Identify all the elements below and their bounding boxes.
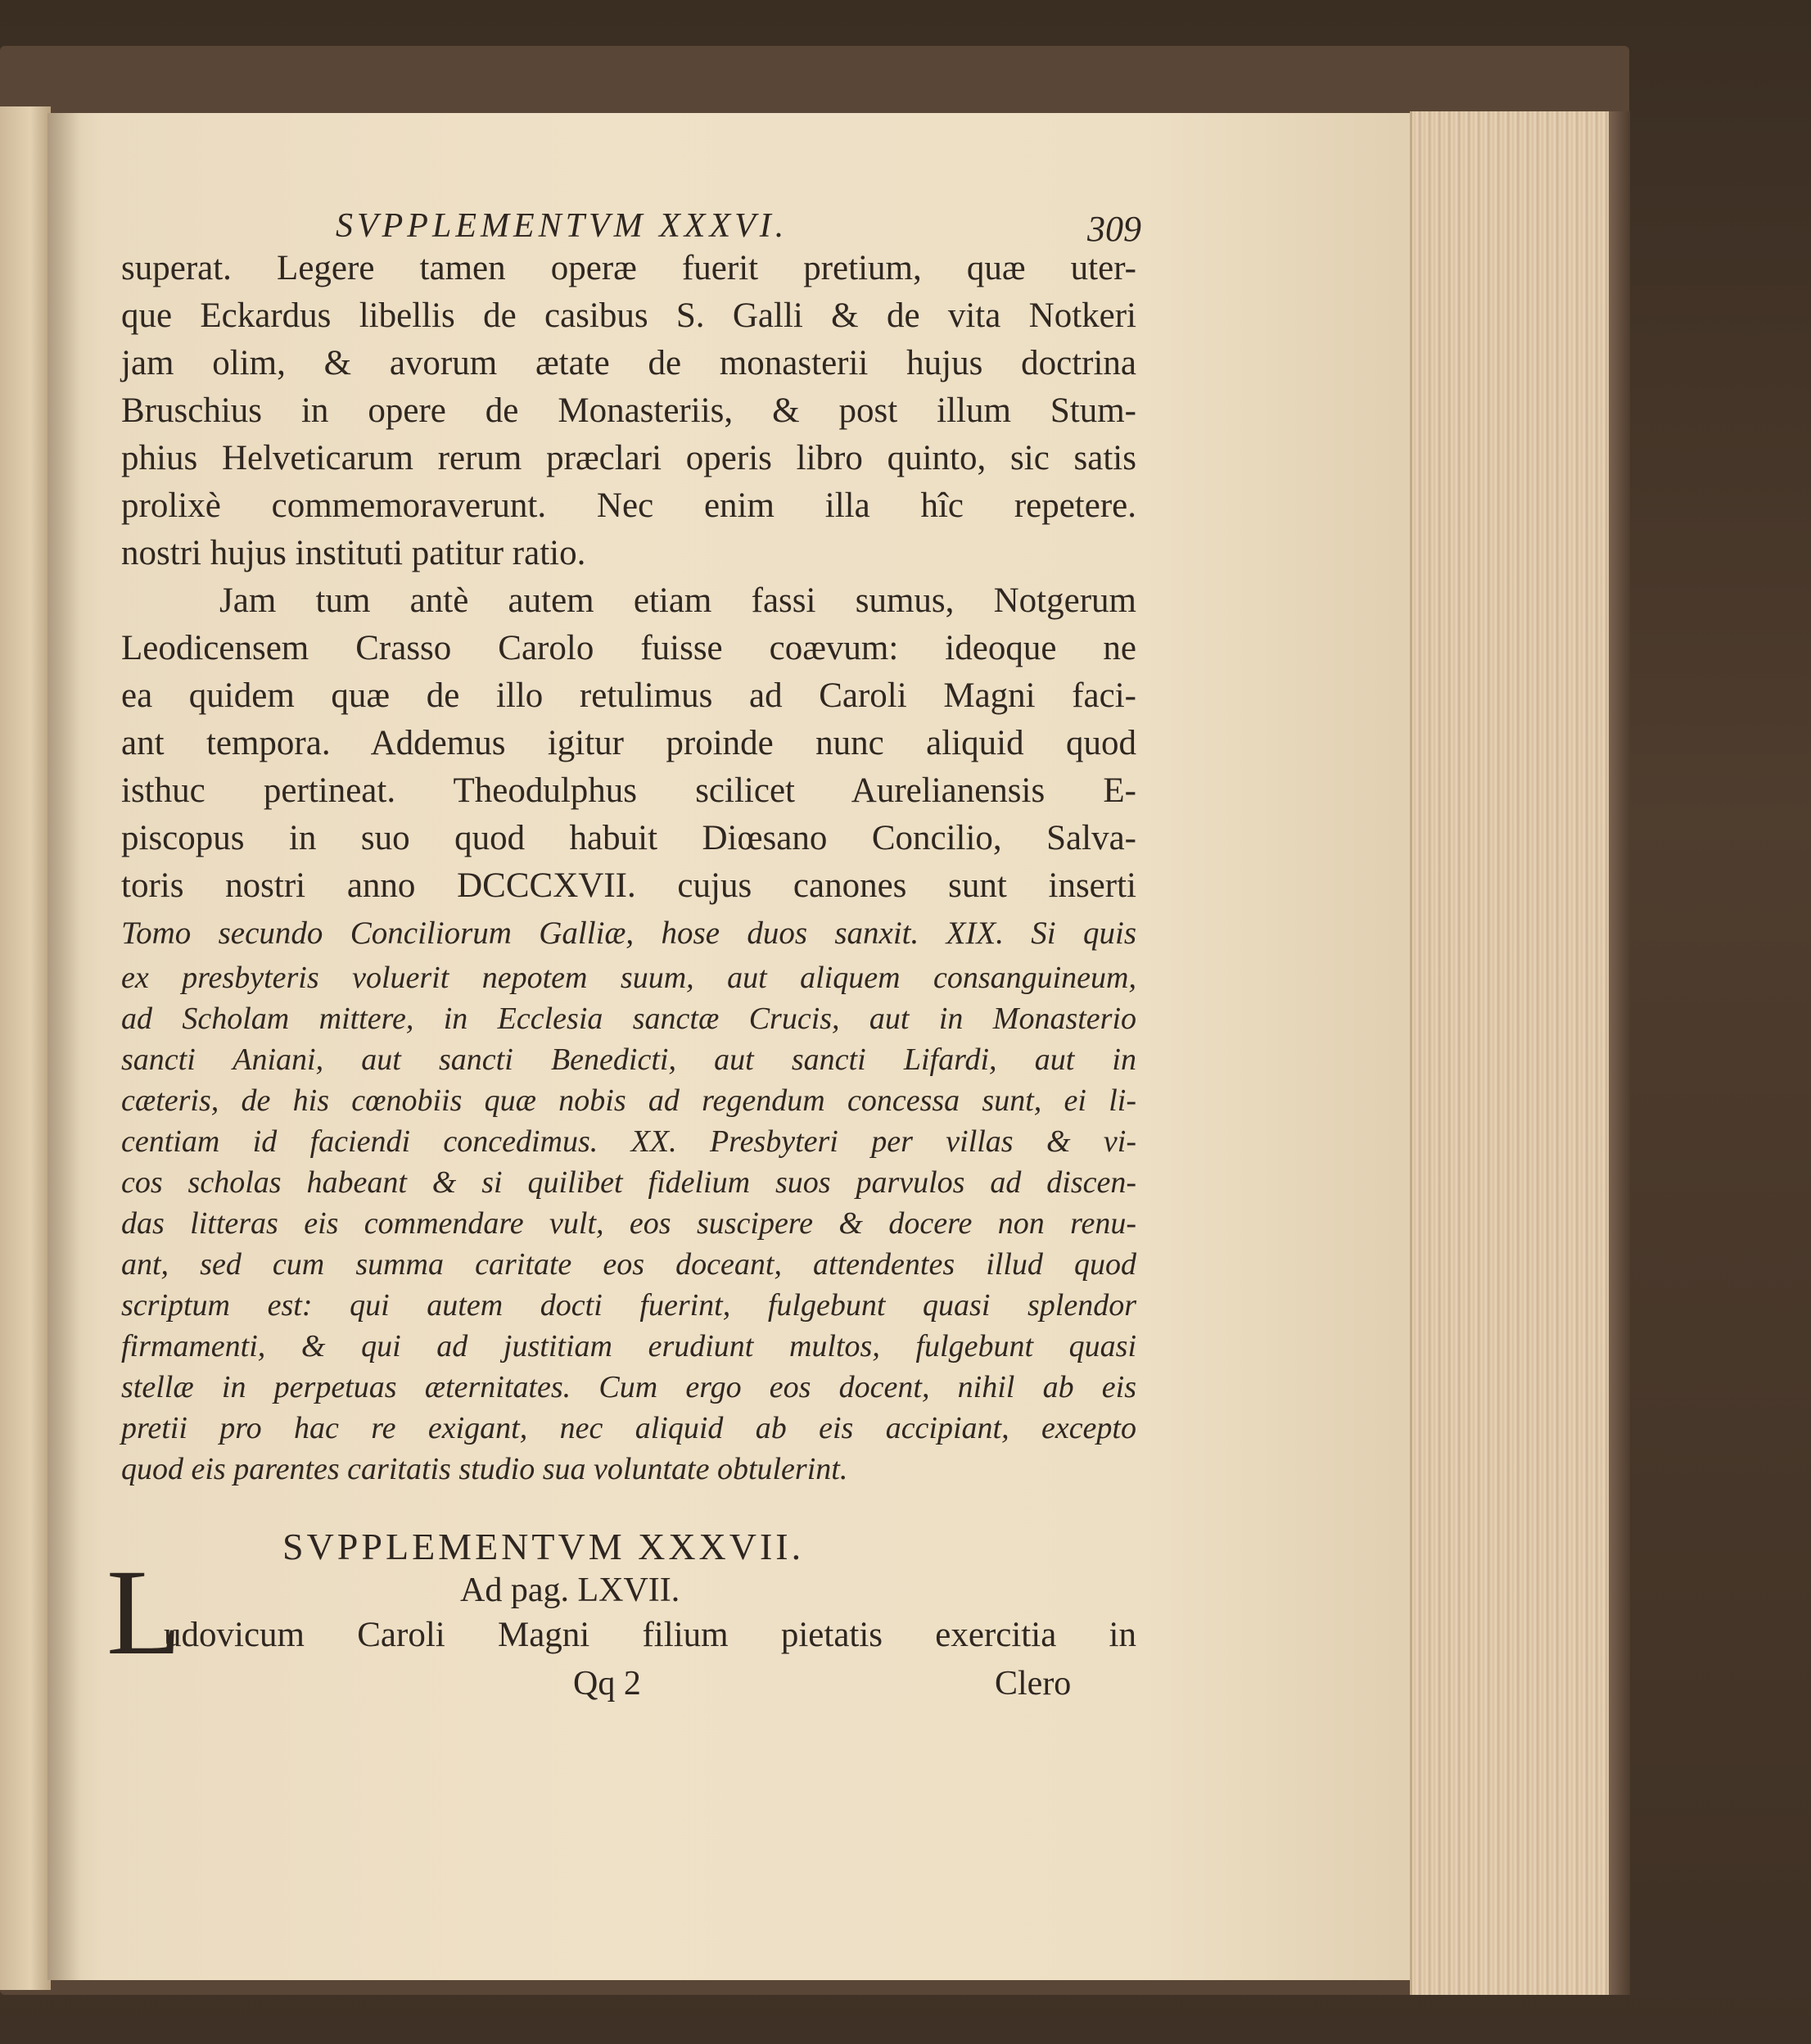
text-line-italic: cos scholas habeant & si quilibet fidelium suos parvulos ad discen- xyxy=(121,1165,1136,1200)
text-line: jam olim, & avorum ætate de monasterii hujus doctrina xyxy=(121,344,1136,382)
text-line-italic: firmamenti, & qui ad justitiam erudiunt multos, fulgebunt quasi xyxy=(121,1329,1136,1363)
text-line: Bruschius in opere de Monasteriis, & post illum Stum- xyxy=(121,391,1136,430)
text-line-italic: ex presbyteris voluerit nepotem suum, aut aliquem consanguineum, xyxy=(121,961,1136,995)
text-line-italic: quod eis parentes caritatis studio sua voluntate obtulerint. xyxy=(121,1452,848,1486)
text-line-italic: stellæ in perpetuas æternitates. Cum ergo eos docent, nihil ab eis xyxy=(121,1370,1136,1404)
text-line-italic: das litteras eis commendare vult, eos suscipere & docere non renu- xyxy=(121,1206,1136,1241)
page-edges xyxy=(1410,111,1609,1995)
text-line: prolixè commemoraverunt. Nec enim illa hîc repetere. xyxy=(121,486,1136,525)
text-line: ea quidem quæ de illo retulimus ad Caroli Magni faci- xyxy=(121,676,1136,715)
text-line-italic: ad Scholam mittere, in Ecclesia sanctæ Crucis, aut in Monasterio xyxy=(121,1002,1136,1036)
text-line-italic: centiam id faciendi concedimus. XX. Presbyteri per villas & vi- xyxy=(121,1124,1136,1159)
section-heading: SVPPLEMENTVM XXXVII. xyxy=(282,1526,805,1567)
gutter-shadow xyxy=(47,113,80,1980)
signature-mark: Qq 2 xyxy=(573,1665,641,1703)
page-number: 309 xyxy=(1087,209,1141,249)
text-line: nostri hujus instituti patitur ratio. xyxy=(121,534,586,572)
text-line: Leodicensem Crasso Carolo fuisse coævum: ideoque ne xyxy=(121,629,1136,667)
catchword: Clero xyxy=(995,1665,1072,1703)
text-line: toris nostri anno DCCCXVII. cujus canones sunt inserti xyxy=(121,866,1136,905)
text-line-italic: ant, sed cum summa caritate eos doceant, attendentes illud quod xyxy=(121,1247,1136,1282)
text-line: que Eckardus libellis de casibus S. Galli & de vita Notkeri xyxy=(121,296,1136,335)
section-subheading: Ad pag. LXVII. xyxy=(460,1571,680,1609)
text-line-italic: scriptum est: qui autem docti fuerint, fulgebunt quasi splendor xyxy=(121,1288,1136,1323)
running-head: SVPPLEMENTVM XXXVI. xyxy=(336,207,788,245)
text-line: isthuc pertineat. Theodulphus scilicet Aurelianensis E- xyxy=(121,771,1136,810)
text-line: udovicum Caroli Magni filium pietatis exercitia in xyxy=(164,1616,1136,1654)
text-line: superat. Legere tamen operæ fuerit pretium, quæ uter- xyxy=(121,249,1136,287)
text-line: phius Helveticarum rerum præclari operis libro quinto, sic satis xyxy=(121,439,1136,477)
facing-page-edge xyxy=(0,106,51,1990)
text-line: ant tempora. Addemus igitur proinde nunc aliquid quod xyxy=(121,724,1136,762)
text-line: piscopus in suo quod habuit Diœsano Concilio, Salva- xyxy=(121,819,1136,857)
drop-cap: L xyxy=(106,1544,182,1680)
text-line-italic: pretii pro hac re exigant, nec aliquid ab eis accipiant, excepto xyxy=(121,1411,1136,1445)
text-line: Tomo secundo Conciliorum Galliæ, hose duos sanxit. XIX. Si quis xyxy=(121,916,1136,951)
text-line: Jam tum antè autem etiam fassi sumus, Notgerum xyxy=(219,581,1136,620)
text-line-italic: sancti Aniani, aut sancti Benedicti, aut sancti Lifardi, aut in xyxy=(121,1042,1136,1077)
text-line-italic: cæteris, de his cœnobiis quæ nobis ad regendum concessa sunt, ei li- xyxy=(121,1083,1136,1118)
